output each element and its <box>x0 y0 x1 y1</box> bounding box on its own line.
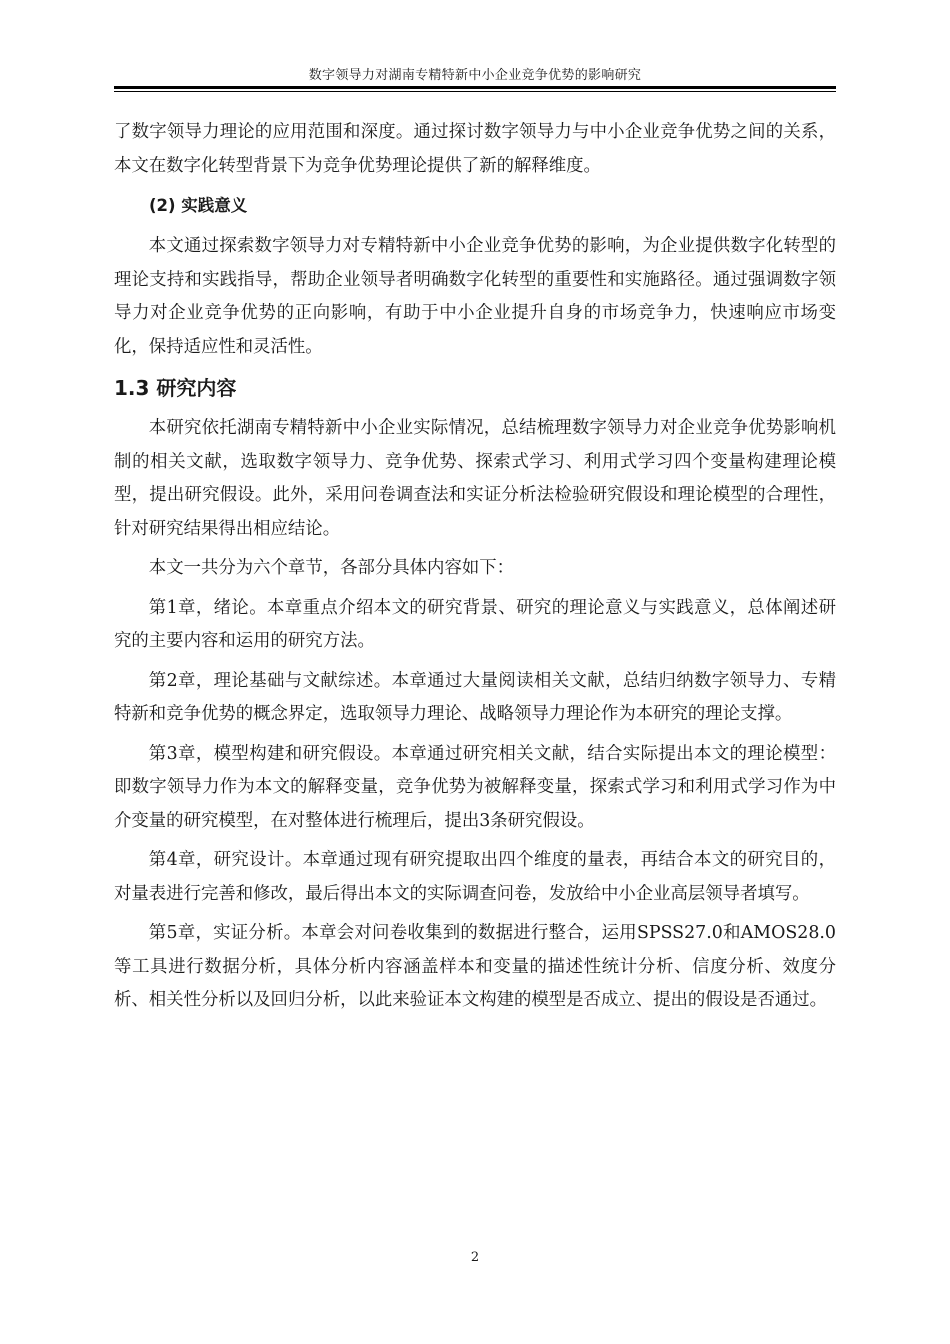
subheading-practical-significance: (2) 实践意义 <box>149 196 248 215</box>
paragraph-practical-significance: 本文通过探索数字领导力对专精特新中小企业竞争优势的影响，为企业提供数字化转型的理论支持和实践指导，帮助企业领导者明确数字化转型的重要性和实施路径。通过强调数字领导力对企业竞争优势的正向影响，有助于中小企业提升自身的市场竞争力，快速响应市场变化，保持适应性和灵活性。 <box>114 236 836 357</box>
paragraph-chapter-2: 第2章，理论基础与文献综述。本章通过大量阅读相关文献，总结归纳数字领导力、专精特新和竞争优势的概念界定，选取领导力理论、战略领导力理论作为本研究的理论支撑。 <box>114 670 836 724</box>
section-title-research-content: 1.3 研究内容 <box>114 376 237 400</box>
header-rule-thick <box>114 86 836 89</box>
paragraph-chapter-overview: 本文一共分为六个章节，各部分具体内容如下： <box>148 558 515 578</box>
paragraph-research-content: 本研究依托湖南专精特新中小企业实际情况，总结梳理数字领导力对企业竞争优势影响机制的相关文献，选取数字领导力、竞争优势、探索式学习、利用式学习四个变量构建理论模型，提出研究假设。此外，采用问卷调查法和实证分析法检验研究假设和理论模型的合理性，针对研究结果得出相应结论。 <box>114 418 836 539</box>
paragraph-continuation: 了数字领导力理论的应用范围和深度。通过探讨数字领导力与中小企业竞争优势之间的关系，本文在数字化转型背景下为竞争优势理论提供了新的解释维度。 <box>114 122 836 176</box>
paragraph-chapter-5: 第5章，实证分析。本章会对问卷收集到的数据进行整合，运用SPSS27.0和AMOS28.0等工具进行数据分析，具体分析内容涵盖样本和变量的描述性统计分析、信度分析、效度分析、相关性分析以及回归分析，以此来验证本文构建的模型是否成立、提出的假设是否通过。 <box>114 923 836 1010</box>
paragraph-chapter-1: 第1章，绪论。本章重点介绍本文的研究背景、研究的理论意义与实践意义，总体阐述研究的主要内容和运用的研究方法。 <box>114 597 836 651</box>
header-rule-thin <box>114 91 836 92</box>
running-header: 数字领导力对湖南专精特新中小企业竞争优势的影响研究 <box>308 68 642 83</box>
page-number: 2 <box>470 1250 480 1265</box>
page-body <box>114 116 836 1024</box>
paragraph-chapter-4: 第4章，研究设计。本章通过现有研究提取出四个维度的量表，再结合本文的研究目的，对量表进行完善和修改，最后得出本文的实际调查问卷，发放给中小企业高层领导者填写。 <box>114 850 836 904</box>
paragraph-chapter-3: 第3章，模型构建和研究假设。本章通过研究相关文献，结合实际提出本文的理论模型：即数字领导力作为本文的解释变量，竞争优势为被解释变量，探索式学习和利用式学习作为中介变量的研究模型，在对整体进行梳理后，提出3条研究假设。 <box>114 743 836 831</box>
